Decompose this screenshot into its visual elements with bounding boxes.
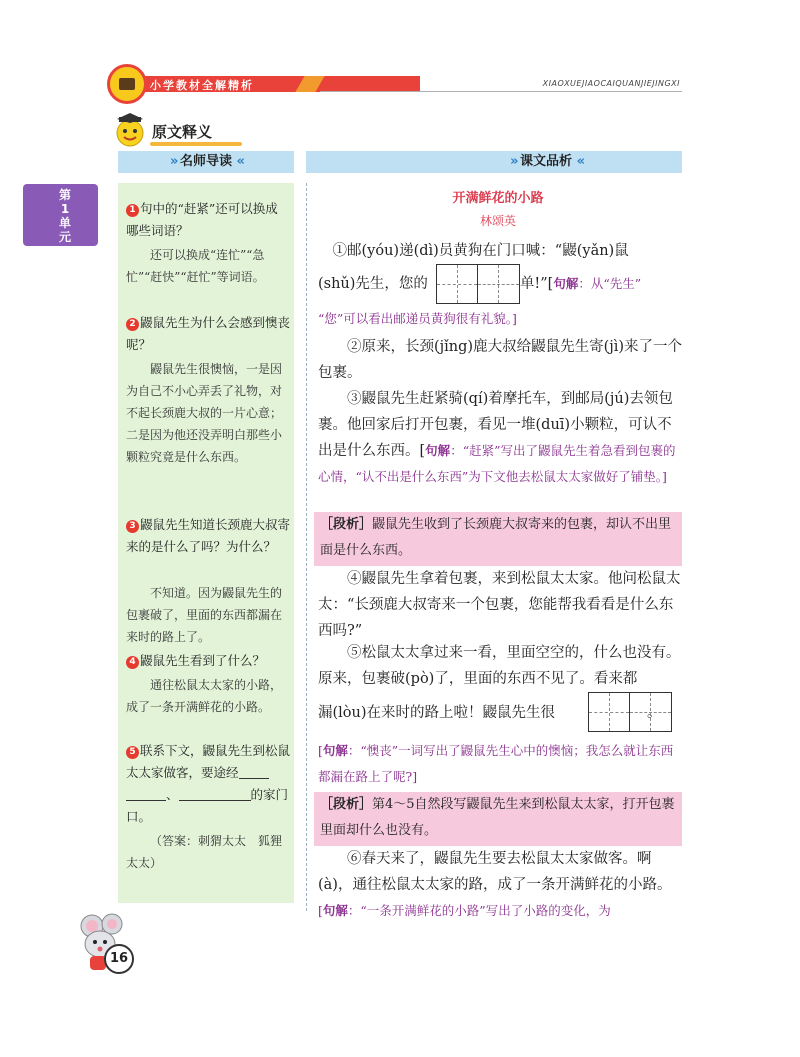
series-title: 小学教材全解精析	[150, 79, 254, 92]
column-divider	[306, 183, 307, 911]
chevron-left-icon: «	[236, 154, 242, 169]
paragraph-5-line-1: ⑤松鼠太太拿过来一看，里面空空的，什么也没有。原来，包裹破(pò)了，里面的东西不见了。看来都	[318, 645, 681, 687]
chevron-right-icon: »	[170, 154, 176, 169]
guide-answer-4: 通往松鼠太太家的小路，成了一条开满鲜花的小路。	[126, 678, 283, 714]
guide-question-1: 1 句中的“赶紧”还可以换成哪些词语？	[126, 201, 278, 238]
segment-analysis-2: ［段析］第4～5自然段写鼹鼠先生来到松鼠太太家，打开包裹里面却什么也没有。	[314, 792, 682, 846]
guide-question-4: 4 鼹鼠先生看到了什么？	[126, 650, 290, 672]
note-1-cont: “您”可以看出邮递员黄狗很有礼貌。]	[318, 311, 517, 326]
banner-analysis	[306, 151, 682, 173]
unit-tab: 第1单元	[23, 184, 98, 246]
note-4: [句解：“一条开满鲜花的小路”写出了小路的变化，为	[318, 903, 611, 918]
article-author: 林颂英	[479, 214, 516, 228]
paragraph-4: ④鼹鼠先生拿着包裹，来到松鼠太太家。他问松鼠太太：“长颈鹿大叔寄来一个包裹，您能帮我看看是什么东西吗?”	[318, 571, 681, 639]
chevron-left-icon: «	[576, 154, 582, 169]
banner-guide	[118, 151, 294, 173]
fill-in-box-2[interactable]	[588, 692, 672, 732]
header-rule	[320, 91, 682, 92]
guide-answer-2: 鼹鼠先生很懊恼，一是因为自己不小心弄丢了礼物，对不起长颈鹿大叔的一片心意；二是因为他还没弄明白那些小颗粒究竟是什么东西。	[126, 362, 283, 464]
paragraph-1-line-2: (shǔ)先生，您的 单!”[句解：从“先生”	[318, 276, 642, 292]
paragraph-1-line-1: ①邮(yóu)递(dì)员黄狗在门口喊：“鼹(yǎn)鼠	[332, 243, 629, 259]
section-title: 原文释义	[152, 123, 213, 141]
series-pinyin: XIAOXUEJIAOCAIQUANJIEJINGXI	[542, 79, 680, 88]
banner-analysis-label: 课文品析	[520, 154, 573, 169]
guide-question-3: 3 鼹鼠先生知道长颈鹿大叔寄来的是什么了吗？为什么？	[126, 517, 291, 554]
note-3: [句解：“懊丧”一词写出了鼹鼠先生心中的懊恼；我怎么就让东西都漏在路上了呢?]	[318, 743, 674, 784]
guide-answer-5: （答案：刺猬太太 狐狸太太）	[126, 834, 283, 870]
guide-answer-1: 还可以换成“连忙”“急忙”“赶快”“赶忙”等词语。	[126, 248, 265, 284]
paragraph-2: ②原来，长颈(jǐng)鹿大叔给鼹鼠先生寄(jì)来了一个包裹。	[318, 339, 683, 381]
section-underline	[150, 142, 242, 146]
series-logo-icon	[107, 64, 147, 104]
chevron-right-icon: »	[510, 154, 516, 169]
fill-in-box-1[interactable]	[436, 264, 520, 304]
mascot-icon	[112, 112, 148, 148]
banner-guide-label: 名师导读	[179, 154, 232, 169]
article-title: 开满鲜花的小路	[452, 191, 544, 206]
segment-analysis-1: ［段析］鼹鼠先生收到了长颈鹿大叔寄来的包裹，却认不出里面是什么东西。	[314, 512, 682, 566]
guide-question-5: 5 联系下文，鼹鼠先生到松鼠太太家做客，要途经 、 的家门口。	[126, 743, 291, 824]
paragraph-6: ⑥春天来了，鼹鼠先生要去松鼠太太家做客。啊(à)，通往松鼠太太家的路，成了一条开满鲜花的小路。	[318, 851, 672, 893]
paragraph-5-line-2: 漏(lòu)在来时的路上啦！鼹鼠先生很 。	[318, 705, 662, 721]
page-number: 16	[104, 944, 134, 974]
guide-answer-3: 不知道。因为鼹鼠先生的包裹破了，里面的东西都漏在来时的路上了。	[126, 586, 283, 644]
paragraph-3: ③鼹鼠先生赶紧骑(qí)着摩托车，到邮局(jú)去领包裹。他回家后打开包裹，看见一堆(duī)小颗粒，可认不出是什么东西。[句解：“赶紧”写出了鼹鼠先生着急看到包裹的心情，“认不出是什么东西”为下文他去松鼠太太家做好了铺垫。]	[318, 391, 676, 484]
guide-question-2: 2 鼹鼠先生为什么会感到懊丧呢？	[126, 315, 291, 352]
